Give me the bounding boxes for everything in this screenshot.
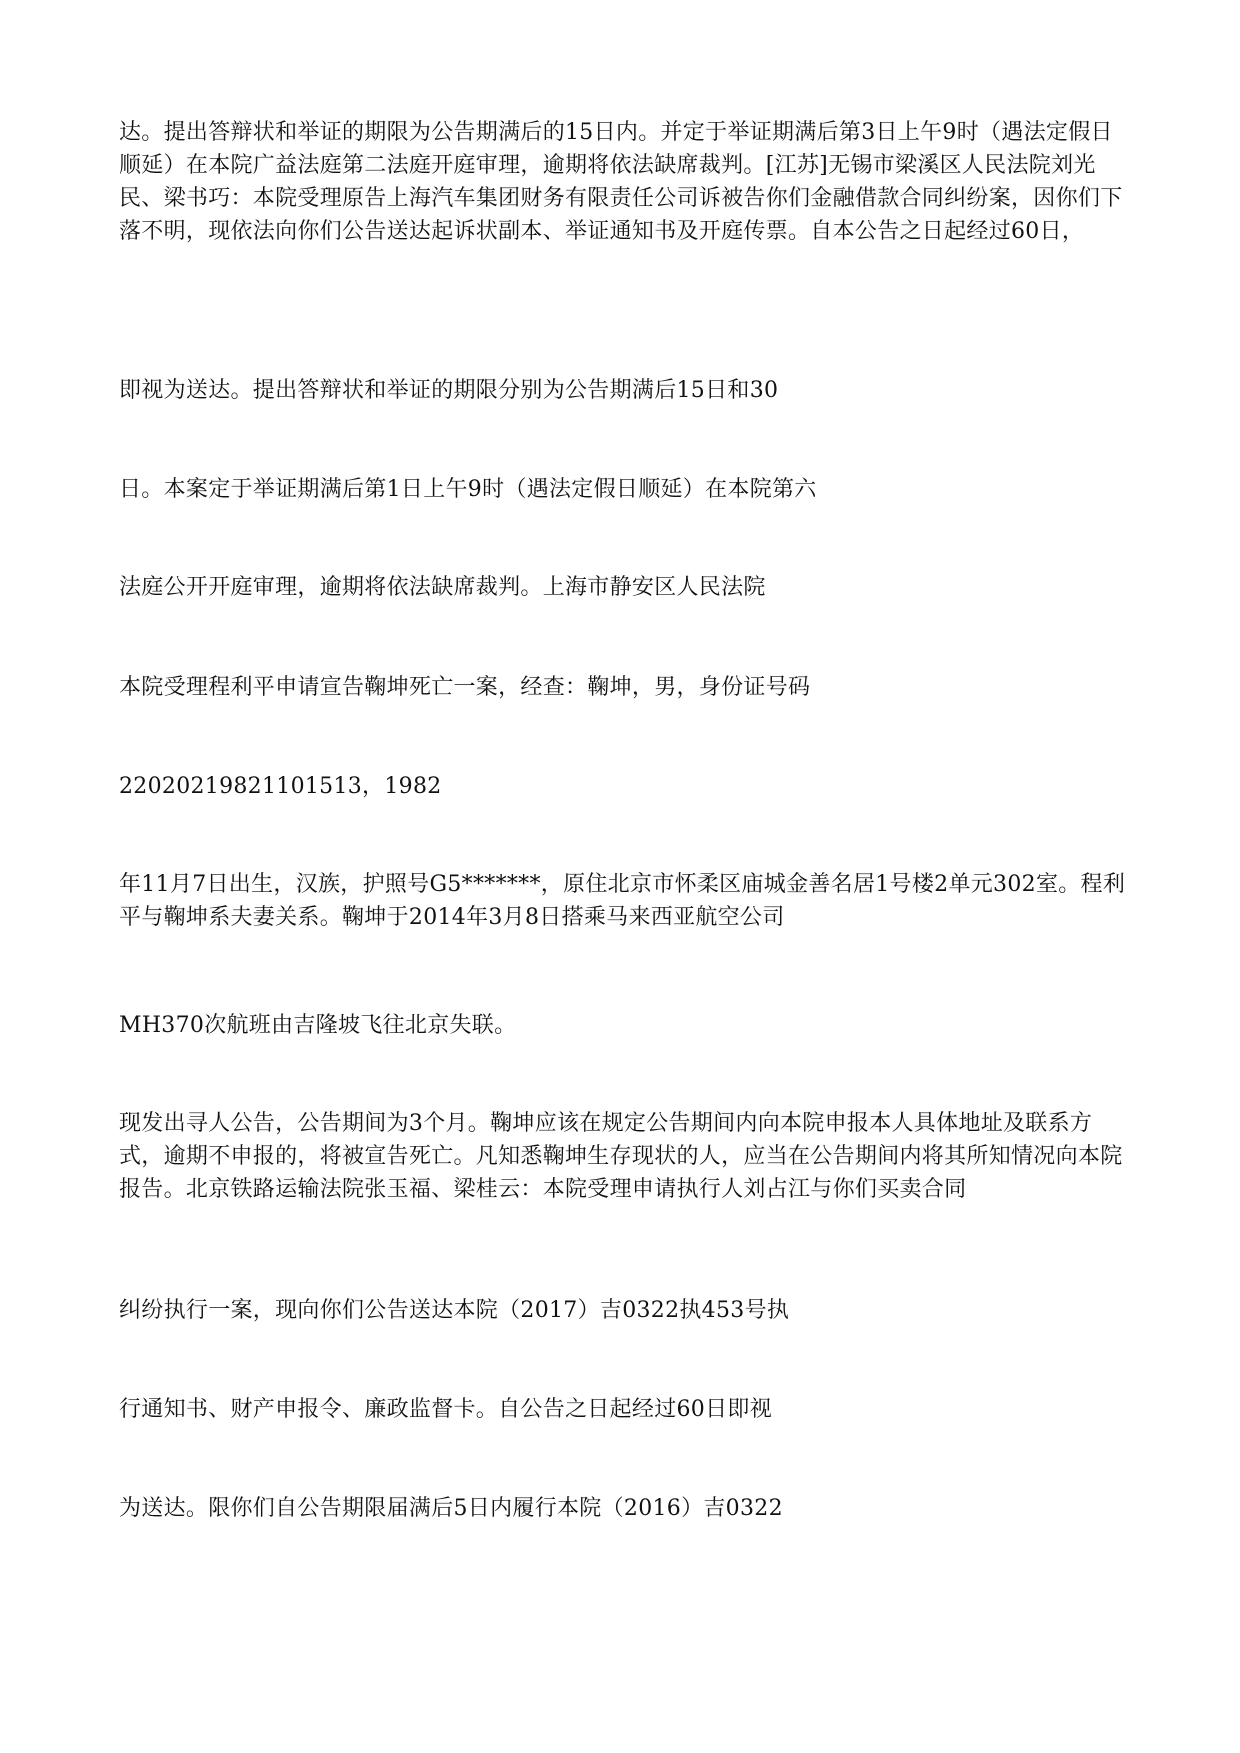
paragraph-7: 年11月7日出生，汉族，护照号G5*******，原住北京市怀柔区庙城金善名居1号楼2单元302室。程利平与鞠坤系夫妻关系。鞠坤于2014年3月8日搭乘马来西亚航空公司 xyxy=(119,872,1126,930)
paragraph-4: 法庭公开开庭审理，逾期将依法缺席裁判。上海市静安区人民法院 xyxy=(119,575,766,600)
paragraph-3: 日。本案定于举证期满后第1日上午9时（遇法定假日顺延）在本院第六 xyxy=(119,477,817,502)
paragraph-10: 纠纷执行一案，现向你们公告送达本院（2017）吉0322执453号执 xyxy=(119,1298,790,1323)
paragraph-6: 220202198211015​13，1982 xyxy=(119,774,442,799)
paragraph-5: 本院受理程利平申请宣告鞠坤死亡一案，经查：鞠坤，男，身份证号码 xyxy=(119,675,811,700)
paragraph-11: 行通知书、财产申报令、廉政监督卡。自公告之日起经过60日即视 xyxy=(119,1397,772,1422)
paragraph-2: 即视为送达。提出答辩状和举证的期限分别为公告期满后15日和30 xyxy=(119,378,779,403)
paragraph-1: 达。提出答辩状和举证的期限为公告期满后的15日内。并定于举证期满后第3日上午9时（遇法定假日顺延）在本院广益法庭第二法庭开庭审理，逾期将依法缺席裁判。[江苏]无锡市梁溪区人民法院刘光民、梁书巧：本院受理原告上海汽车集团财务有限责任公司诉被告你们金融借款合同纠纷案，因你们下落不明，现依法向你们公告送达起诉状副本、举证通知书及开庭传票。自本公告之日起经过60日， xyxy=(119,120,1123,244)
paragraph-8: MH370次航班由吉隆坡飞往北京失联。 xyxy=(119,1013,517,1038)
paragraph-12: 为送达。限你们自公告期限届满后5日内履行本院（2016）吉0322 xyxy=(119,1496,783,1521)
paragraph-9: 现发出寻人公告，公告期间为3个月。鞠坤应该在规定公告期间内向本院申报本人具体地址及联系方式，逾期不申报的，将被宣告死亡。凡知悉鞠坤生存现状的人，应当在公告期间内将其所知情况向本院报告。北京铁路运输法院张玉福、梁桂云：本院受理申请执行人刘占江与你们买卖合同 xyxy=(119,1111,1123,1202)
